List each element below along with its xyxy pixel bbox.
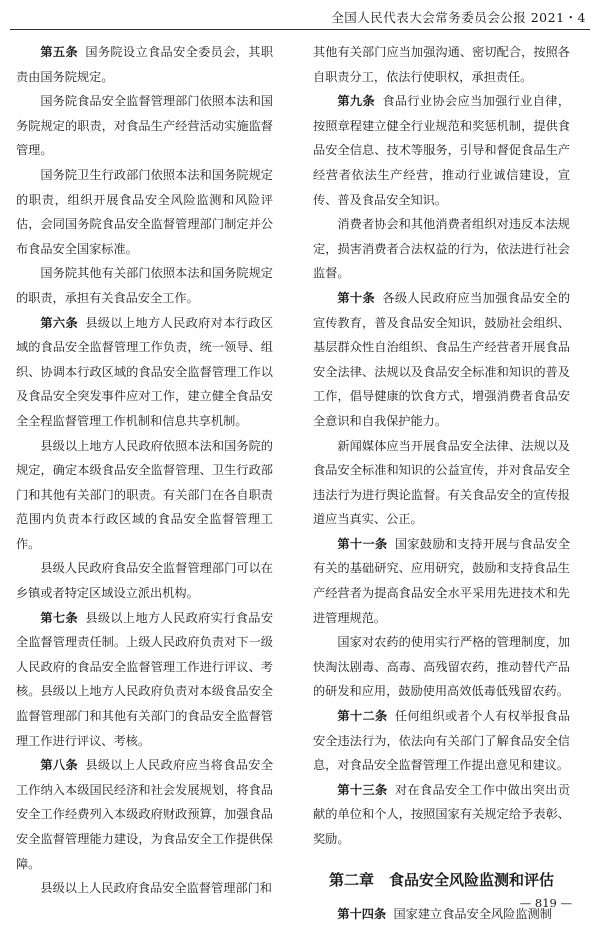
paragraph-text: 国务院设立食品安全委员会，其职责由国务院规定。 xyxy=(16,45,274,84)
right-column xyxy=(313,40,570,926)
paragraph xyxy=(313,630,570,704)
page-number: — 819 — xyxy=(519,896,572,910)
article-paragraph xyxy=(313,778,570,852)
paragraph-text: 县级以上地方人民政府对本行政区域的食品安全监督管理工作负责，统一领导、组织、协调本行政区域的食品安全监督管理工作以及食品安全突发事件应对工作，建立健全食品安全全程监督管理工作机制和信息共享机制。 xyxy=(16,315,274,428)
paragraph xyxy=(16,434,273,557)
paragraph-text: 县级人民政府食品安全监督管理部门可以在乡镇或者特定区域设立派出机构。 xyxy=(16,561,273,601)
paragraph xyxy=(16,876,273,901)
paragraph xyxy=(16,556,273,605)
chapter-title: 食品安全风险监测和评估 xyxy=(389,870,555,889)
article-paragraph xyxy=(16,753,273,876)
article-label: 第十二条 xyxy=(337,709,388,724)
chapter-number: 第二章 xyxy=(328,870,374,889)
article-label: 第十三条 xyxy=(337,782,388,797)
paragraph-text: 国家建立食品安全风险监测制 xyxy=(393,906,552,921)
article-paragraph xyxy=(16,606,273,754)
page-header xyxy=(0,0,600,36)
paragraph-text: 国家鼓励和支持开展与食品安全有关的基础研究、应用研究，鼓励和支持食品生产经营者为提高食品安全水平采用先进技术和先进管理规范。 xyxy=(313,536,571,625)
paragraph xyxy=(16,261,273,310)
paragraph-text: 新闻媒体应当开展食品安全法律、法规以及食品安全标准和知识的公益宣传，并对食品安全违法行为进行舆论监督。有关食品安全的宣传报道应当真实、公正。 xyxy=(313,438,570,527)
article-label: 第八条 xyxy=(40,758,78,773)
article-label: 第七条 xyxy=(40,610,78,625)
paragraph xyxy=(313,434,570,532)
article-paragraph xyxy=(313,89,570,212)
chapter-heading xyxy=(313,868,570,892)
article-label: 第九条 xyxy=(337,94,375,109)
article-label: 第六条 xyxy=(40,315,78,330)
article-paragraph xyxy=(313,286,570,434)
paragraph xyxy=(16,89,273,163)
paragraph-text: 其他有关部门应当加强沟通、密切配合，按照各自职责分工，依法行使职权，承担责任。 xyxy=(313,45,570,84)
header-divider xyxy=(10,29,590,30)
paragraph-text: 县级以上地方人民政府实行食品安全监督管理责任制。上级人民政府负责对下一级人民政府的食品安全监督管理工作进行评议、考核。县级以上地方人民政府负责对本级食品安全监督管理部门和其他有关部门的食品安全监督管理工作进行评议、考核。 xyxy=(16,610,274,748)
article-paragraph xyxy=(16,40,273,89)
publication-title: 全国人民代表大会常务委员会公报 2021・4 xyxy=(331,10,586,25)
article-label: 第十一条 xyxy=(337,536,388,551)
article-label: 第十条 xyxy=(337,290,375,305)
paragraph-text: 县级以上地方人民政府依照本法和国务院的规定，确定本级食品安全监督管理、卫生行政部门和其他有关部门的职责。有关部门在各自职责范围内负责本行政区域的食品安全监督管理工作。 xyxy=(16,438,273,551)
paragraph xyxy=(313,212,570,286)
left-column xyxy=(16,40,273,901)
paragraph xyxy=(313,40,570,89)
paragraph-text: 各级人民政府应当加强食品安全的宣传教育，普及食品安全知识，鼓励社会组织、基层群众性自治组织、食品生产经营者开展食品安全法律、法规以及食品安全标准和知识的普及工作，倡导健康的饮食方式，增强消费者食品安全意识和自我保护能力。 xyxy=(313,290,571,428)
article-label: 第五条 xyxy=(40,45,78,59)
paragraph-text: 县级以上人民政府应当将食品安全工作纳入本级国民经济和社会发展规划，将食品安全工作经费列入本级政府财政预算，加强食品安全监督管理能力建设，为食品安全工作提供保障。 xyxy=(16,758,274,871)
paragraph-text: 食品行业协会应当加强行业自律，按照章程建立健全行业规范和奖惩机制，提供食品安全信息、技术等服务，引导和督促食品生产经营者依法生产经营，推动行业诚信建设，宣传、普及食品安全知识。 xyxy=(313,94,571,207)
paragraph-text: 对在食品安全工作中做出突出贡献的单位和个人，按照国家有关规定给予表彰、奖励。 xyxy=(313,782,571,846)
right-column-paragraphs xyxy=(313,40,570,852)
paragraph-text: 消费者协会和其他消费者组织对违反本法规定，损害消费者合法权益的行为，依法进行社会监督。 xyxy=(313,217,570,281)
article-paragraph xyxy=(313,532,570,630)
paragraph-text: 县级以上人民政府食品安全监督管理部门和 xyxy=(40,881,272,896)
article-label: 第十四条 xyxy=(337,906,387,921)
paragraph-text: 国务院卫生行政部门依照本法和国务院规定的职责，组织开展食品安全风险监测和风险评估，会同国务院食品安全监督管理部门制定并公布食品安全国家标准。 xyxy=(16,167,273,256)
article-paragraph xyxy=(16,311,273,434)
article-paragraph xyxy=(313,704,570,778)
paragraph-text: 国家对农药的使用实行严格的管理制度，加快淘汰剧毒、高毒、高残留农药，推动替代产品的研发和应用，鼓励使用高效低毒低残留农药。 xyxy=(313,635,570,699)
paragraph-text: 国务院其他有关部门依照本法和国务院规定的职责，承担有关食品安全工作。 xyxy=(16,266,273,305)
paragraph-text: 任何组织或者个人有权举报食品安全违法行为，依法向有关部门了解食品安全信息，对食品安全监督管理工作提出意见和建议。 xyxy=(313,709,571,773)
paragraph-text: 国务院食品安全监督管理部门依照本法和国务院规定的职责，对食品生产经营活动实施监督管理。 xyxy=(16,94,273,158)
paragraph xyxy=(16,163,273,261)
